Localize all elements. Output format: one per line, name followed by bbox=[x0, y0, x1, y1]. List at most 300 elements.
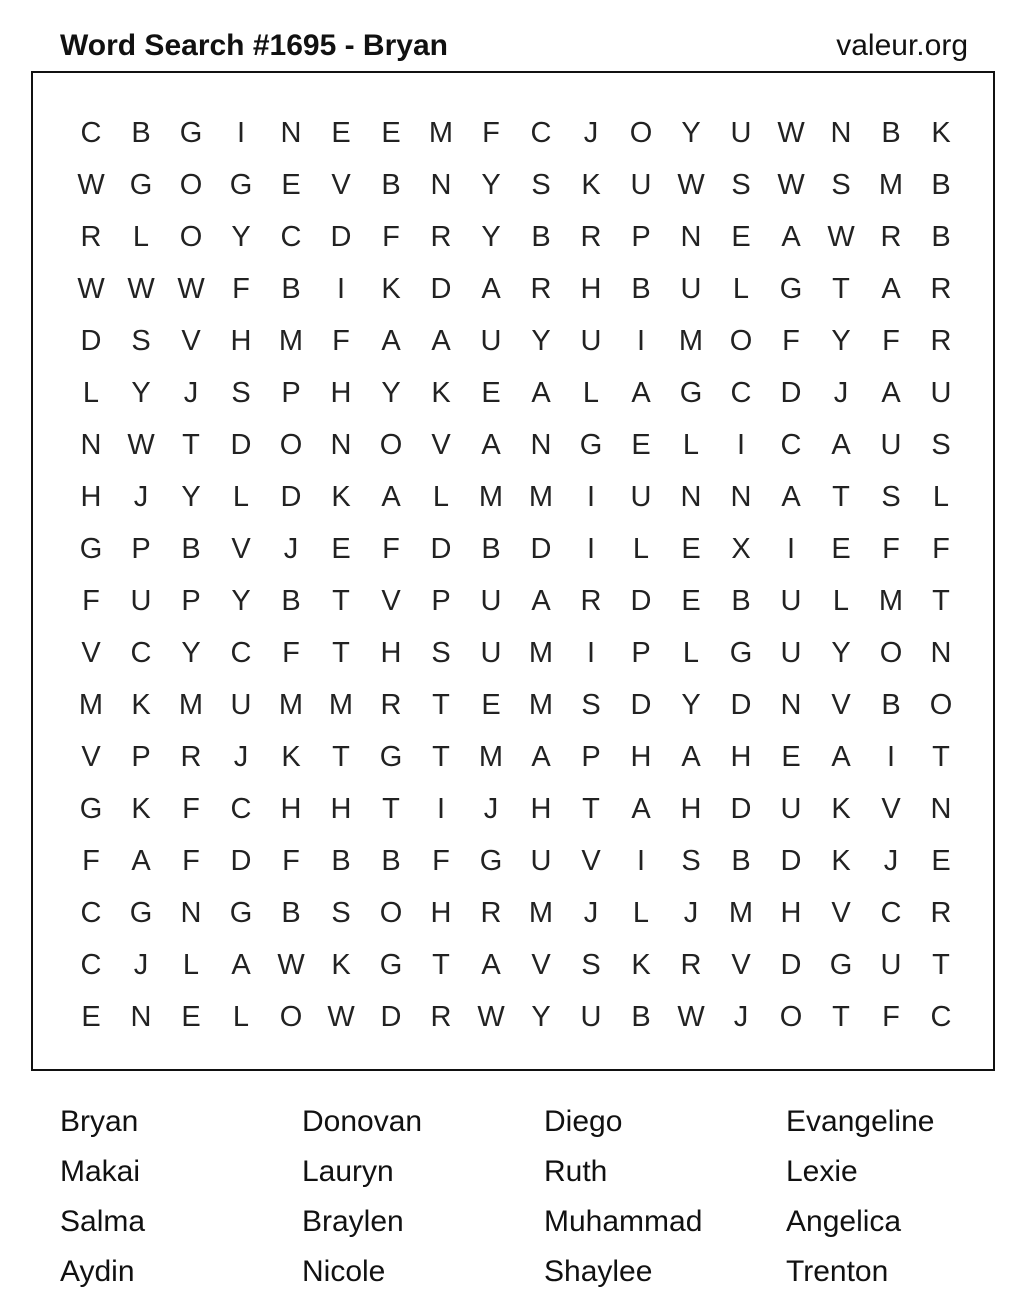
grid-cell: V bbox=[531, 948, 551, 981]
grid-cell: D bbox=[280, 480, 302, 513]
grid-cell: A bbox=[631, 792, 651, 825]
grid-cell: N bbox=[80, 428, 102, 461]
grid-cell: J bbox=[833, 376, 849, 409]
grid-cell: R bbox=[580, 220, 602, 253]
grid-cell: A bbox=[131, 844, 151, 877]
grid-cell: D bbox=[230, 428, 252, 461]
word-list-item: Muhammad bbox=[544, 1205, 703, 1238]
grid-cell: F bbox=[432, 844, 450, 877]
grid-cell: G bbox=[679, 376, 703, 409]
grid-cell: A bbox=[881, 376, 901, 409]
grid-cell: R bbox=[580, 584, 602, 617]
grid-cell: R bbox=[680, 948, 702, 981]
grid-cell: J bbox=[133, 480, 149, 513]
grid-cell: K bbox=[131, 688, 151, 721]
grid-cell: Y bbox=[481, 220, 501, 253]
grid-cell: C bbox=[130, 636, 152, 669]
grid-cell: N bbox=[930, 636, 952, 669]
grid-cell: T bbox=[832, 1000, 850, 1033]
grid-cell: A bbox=[531, 584, 551, 617]
grid-cell: B bbox=[881, 688, 901, 721]
grid-cell: O bbox=[379, 428, 403, 461]
grid-cell: Y bbox=[381, 376, 401, 409]
grid-cell: E bbox=[331, 116, 351, 149]
grid-cell: L bbox=[682, 428, 700, 461]
grid-cell: N bbox=[830, 116, 852, 149]
grid-cell: U bbox=[880, 428, 902, 461]
grid-cell: R bbox=[530, 272, 552, 305]
grid-cell: B bbox=[281, 896, 301, 929]
grid-cell: O bbox=[929, 688, 953, 721]
grid-cell: G bbox=[79, 792, 103, 825]
grid-cell: R bbox=[430, 1000, 452, 1033]
grid-cell: T bbox=[932, 740, 950, 773]
grid-cell: F bbox=[282, 636, 300, 669]
grid-cell: S bbox=[881, 480, 901, 513]
grid-cell: F bbox=[882, 532, 900, 565]
grid-cell: B bbox=[381, 168, 401, 201]
grid-cell: D bbox=[780, 948, 802, 981]
grid-cell: B bbox=[631, 1000, 651, 1033]
grid-cell: R bbox=[380, 688, 402, 721]
grid-cell: R bbox=[80, 220, 102, 253]
grid-cell: C bbox=[930, 1000, 952, 1033]
grid-cell: H bbox=[530, 792, 552, 825]
grid-cell: V bbox=[331, 168, 351, 201]
grid-cell: K bbox=[831, 792, 851, 825]
grid-cell: A bbox=[831, 740, 851, 773]
grid-cell: I bbox=[586, 480, 596, 513]
grid-cell: Y bbox=[181, 480, 201, 513]
grid-cell: W bbox=[677, 1000, 705, 1033]
word-list bbox=[60, 1097, 1028, 1297]
grid-cell: E bbox=[681, 584, 701, 617]
grid-cell: P bbox=[281, 376, 301, 409]
page-title: Word Search #1695 - Bryan bbox=[60, 29, 448, 62]
grid-cell: B bbox=[531, 220, 551, 253]
grid-cell: O bbox=[729, 324, 753, 357]
grid-cell: K bbox=[581, 168, 601, 201]
grid-cell: D bbox=[230, 844, 252, 877]
grid-cell: A bbox=[481, 272, 501, 305]
grid-cell: A bbox=[381, 324, 401, 357]
grid-cell: B bbox=[281, 272, 301, 305]
grid-cell: O bbox=[279, 428, 303, 461]
grid-cell: P bbox=[131, 532, 151, 565]
grid-cell: T bbox=[832, 480, 850, 513]
grid-cell: C bbox=[880, 896, 902, 929]
grid-cell: P bbox=[631, 220, 651, 253]
grid-cell: M bbox=[528, 896, 554, 929]
grid-cell: H bbox=[730, 740, 752, 773]
grid-cell: G bbox=[729, 636, 753, 669]
grid-cell: G bbox=[779, 272, 803, 305]
grid-cell: Y bbox=[231, 584, 251, 617]
grid-cell: W bbox=[777, 116, 805, 149]
grid-cell: W bbox=[677, 168, 705, 201]
grid-cell: O bbox=[279, 1000, 303, 1033]
grid-cell: U bbox=[480, 636, 502, 669]
grid-cell: V bbox=[731, 948, 751, 981]
grid-cell: O bbox=[179, 168, 203, 201]
grid-cell: U bbox=[780, 584, 802, 617]
grid-cell: W bbox=[77, 272, 105, 305]
grid-cell: F bbox=[382, 220, 400, 253]
grid-cell: D bbox=[730, 688, 752, 721]
grid-cell: B bbox=[281, 584, 301, 617]
grid-cell: R bbox=[430, 220, 452, 253]
word-list-item: Braylen bbox=[302, 1205, 404, 1238]
grid-cell: E bbox=[631, 428, 651, 461]
grid-cell: U bbox=[630, 168, 652, 201]
grid-cell: O bbox=[379, 896, 403, 929]
grid-cell: R bbox=[480, 896, 502, 929]
grid-cell: U bbox=[780, 636, 802, 669]
grid-cell: A bbox=[881, 272, 901, 305]
grid-cell: A bbox=[481, 948, 501, 981]
grid-cell: L bbox=[82, 376, 100, 409]
grid-cell: E bbox=[731, 220, 751, 253]
grid-cell: K bbox=[331, 480, 351, 513]
grid-cell: N bbox=[130, 1000, 152, 1033]
grid-cell: H bbox=[780, 896, 802, 929]
grid-cell: D bbox=[630, 688, 652, 721]
grid-cell: Y bbox=[231, 220, 251, 253]
grid-cell: W bbox=[477, 1000, 505, 1033]
grid-cell: R bbox=[930, 896, 952, 929]
grid-cell: T bbox=[332, 636, 350, 669]
grid-cell: H bbox=[430, 896, 452, 929]
grid-cell: L bbox=[682, 636, 700, 669]
grid-cell: A bbox=[431, 324, 451, 357]
grid-cell: T bbox=[332, 740, 350, 773]
grid-cell: A bbox=[231, 948, 251, 981]
grid-cell: T bbox=[832, 272, 850, 305]
word-list-item: Donovan bbox=[302, 1105, 423, 1138]
grid-cell: W bbox=[277, 948, 305, 981]
grid-cell: B bbox=[131, 116, 151, 149]
grid-cell: T bbox=[432, 948, 450, 981]
grid-cell: B bbox=[481, 532, 501, 565]
grid-cell: E bbox=[481, 688, 501, 721]
grid-cell: L bbox=[932, 480, 950, 513]
grid-cell: M bbox=[178, 688, 204, 721]
grid-cell: P bbox=[581, 740, 601, 773]
word-list-item: Shaylee bbox=[544, 1255, 653, 1288]
grid-cell: F bbox=[382, 532, 400, 565]
grid-cell: E bbox=[181, 1000, 201, 1033]
grid-cell: A bbox=[631, 376, 651, 409]
grid-cell: D bbox=[630, 584, 652, 617]
grid-cell: J bbox=[883, 844, 899, 877]
grid-cell: H bbox=[280, 792, 302, 825]
grid-cell: V bbox=[381, 584, 401, 617]
grid-cell: M bbox=[478, 480, 504, 513]
grid-cell: D bbox=[430, 532, 452, 565]
grid-cell: Y bbox=[531, 1000, 551, 1033]
grid-cell: F bbox=[332, 324, 350, 357]
grid-cell: L bbox=[632, 532, 650, 565]
grid-cell: U bbox=[480, 324, 502, 357]
grid-cell: M bbox=[78, 688, 104, 721]
grid-cell: D bbox=[780, 376, 802, 409]
grid-cell: M bbox=[278, 324, 304, 357]
grid-cell: S bbox=[131, 324, 151, 357]
grid-cell: E bbox=[781, 740, 801, 773]
grid-cell: T bbox=[432, 688, 450, 721]
grid-cell: A bbox=[381, 480, 401, 513]
grid-cell: U bbox=[730, 116, 752, 149]
grid-cell: G bbox=[479, 844, 503, 877]
grid-cell: K bbox=[381, 272, 401, 305]
grid-cell: N bbox=[780, 688, 802, 721]
grid-cell: V bbox=[831, 896, 851, 929]
grid-cell: E bbox=[381, 116, 401, 149]
grid-cell: T bbox=[332, 584, 350, 617]
grid-cell: X bbox=[731, 532, 751, 565]
grid-cell: V bbox=[231, 532, 251, 565]
grid-cell: A bbox=[781, 220, 801, 253]
grid-cell: N bbox=[330, 428, 352, 461]
grid-cell: U bbox=[480, 584, 502, 617]
word-list-item: Bryan bbox=[60, 1105, 139, 1138]
grid-cell: B bbox=[381, 844, 401, 877]
grid-cell: T bbox=[182, 428, 200, 461]
grid-cell: J bbox=[233, 740, 249, 773]
grid-cell: K bbox=[331, 948, 351, 981]
grid-cell: T bbox=[582, 792, 600, 825]
grid-cell: A bbox=[681, 740, 701, 773]
grid-cell: S bbox=[581, 948, 601, 981]
grid-cell: M bbox=[528, 480, 554, 513]
grid-cell: W bbox=[777, 168, 805, 201]
grid-cell: S bbox=[431, 636, 451, 669]
word-list-item: Lexie bbox=[786, 1155, 858, 1188]
grid-cell: S bbox=[331, 896, 351, 929]
grid-cell: J bbox=[683, 896, 699, 929]
grid-cell: M bbox=[478, 740, 504, 773]
grid-cell: I bbox=[736, 428, 746, 461]
grid-cell: Y bbox=[481, 168, 501, 201]
grid-cell: M bbox=[528, 688, 554, 721]
grid-cell: G bbox=[379, 948, 403, 981]
grid-cell: U bbox=[580, 324, 602, 357]
grid-cell: Y bbox=[181, 636, 201, 669]
grid-cell: N bbox=[680, 220, 702, 253]
grid-cell: Y bbox=[681, 688, 701, 721]
grid-cell: O bbox=[629, 116, 653, 149]
grid-cell: S bbox=[581, 688, 601, 721]
grid-cell: C bbox=[230, 636, 252, 669]
puzzle-box bbox=[31, 71, 995, 1071]
grid-cell: W bbox=[127, 272, 155, 305]
grid-cell: O bbox=[179, 220, 203, 253]
grid-cell: H bbox=[630, 740, 652, 773]
grid-cell: G bbox=[579, 428, 603, 461]
grid-cell: C bbox=[80, 948, 102, 981]
grid-cell: C bbox=[230, 792, 252, 825]
grid-cell: G bbox=[829, 948, 853, 981]
grid-cell: I bbox=[886, 740, 896, 773]
grid-cell: R bbox=[930, 324, 952, 357]
grid-cell: E bbox=[831, 532, 851, 565]
grid-cell: N bbox=[530, 428, 552, 461]
grid-cell: W bbox=[127, 428, 155, 461]
grid-cell: U bbox=[580, 1000, 602, 1033]
grid-cell: U bbox=[880, 948, 902, 981]
grid-cell: W bbox=[327, 1000, 355, 1033]
word-list-item: Angelica bbox=[786, 1205, 902, 1238]
grid-cell: P bbox=[631, 636, 651, 669]
grid-cell: B bbox=[931, 220, 951, 253]
grid-cell: D bbox=[430, 272, 452, 305]
grid-cell: V bbox=[81, 740, 101, 773]
grid-cell: F bbox=[282, 844, 300, 877]
grid-cell: O bbox=[779, 1000, 803, 1033]
grid-cell: F bbox=[182, 844, 200, 877]
grid-cell: C bbox=[280, 220, 302, 253]
grid-cell: W bbox=[827, 220, 855, 253]
word-list-item: Aydin bbox=[60, 1255, 135, 1288]
grid-cell: F bbox=[782, 324, 800, 357]
grid-cell: O bbox=[879, 636, 903, 669]
grid-cell: N bbox=[180, 896, 202, 929]
grid-cell: G bbox=[229, 168, 253, 201]
grid-cell: I bbox=[586, 636, 596, 669]
grid-cell: T bbox=[932, 948, 950, 981]
grid-cell: C bbox=[780, 428, 802, 461]
grid-cell: J bbox=[183, 376, 199, 409]
grid-cell: R bbox=[880, 220, 902, 253]
grid-cell: M bbox=[428, 116, 454, 149]
word-list-item: Lauryn bbox=[302, 1155, 394, 1188]
grid-cell: K bbox=[281, 740, 301, 773]
grid-cell: Y bbox=[531, 324, 551, 357]
grid-cell: D bbox=[80, 324, 102, 357]
word-list-item: Trenton bbox=[786, 1255, 889, 1288]
word-list-item: Evangeline bbox=[786, 1105, 935, 1138]
grid-cell: V bbox=[831, 688, 851, 721]
grid-cell: I bbox=[436, 792, 446, 825]
grid-cell: A bbox=[531, 740, 551, 773]
grid-cell: J bbox=[483, 792, 499, 825]
grid-cell: L bbox=[432, 480, 450, 513]
grid-cell: N bbox=[680, 480, 702, 513]
grid-cell: N bbox=[430, 168, 452, 201]
grid-cell: G bbox=[179, 116, 203, 149]
grid-cell: M bbox=[878, 168, 904, 201]
grid-cell: F bbox=[82, 584, 100, 617]
site-name: valeur.org bbox=[836, 29, 968, 62]
word-list-item: Makai bbox=[60, 1155, 141, 1188]
grid-cell: C bbox=[530, 116, 552, 149]
grid-cell: B bbox=[931, 168, 951, 201]
grid-cell: E bbox=[931, 844, 951, 877]
grid-cell: D bbox=[530, 532, 552, 565]
grid-cell: G bbox=[229, 896, 253, 929]
grid-cell: V bbox=[881, 792, 901, 825]
grid-cell: H bbox=[230, 324, 252, 357]
grid-cell: E bbox=[481, 376, 501, 409]
grid-cell: N bbox=[930, 792, 952, 825]
word-list-item: Diego bbox=[544, 1105, 623, 1138]
grid-cell: I bbox=[636, 324, 646, 357]
word-list-item: Ruth bbox=[544, 1155, 608, 1188]
grid-cell: L bbox=[582, 376, 600, 409]
grid-cell: S bbox=[831, 168, 851, 201]
grid-cell: U bbox=[630, 480, 652, 513]
grid-cell: L bbox=[632, 896, 650, 929]
grid-cell: F bbox=[882, 1000, 900, 1033]
grid-cell: G bbox=[79, 532, 103, 565]
grid-cell: L bbox=[132, 220, 150, 253]
grid-cell: A bbox=[481, 428, 501, 461]
grid-cell: E bbox=[281, 168, 301, 201]
grid-cell: B bbox=[181, 532, 201, 565]
grid-cell: W bbox=[177, 272, 205, 305]
grid-cell: R bbox=[180, 740, 202, 773]
grid-cell: M bbox=[878, 584, 904, 617]
grid-cell: H bbox=[680, 792, 702, 825]
grid-cell: T bbox=[932, 584, 950, 617]
grid-cell: K bbox=[631, 948, 651, 981]
grid-cell: L bbox=[182, 948, 200, 981]
grid-cell: C bbox=[730, 376, 752, 409]
grid-cell: U bbox=[680, 272, 702, 305]
grid-cell: U bbox=[930, 376, 952, 409]
grid-cell: D bbox=[730, 792, 752, 825]
grid-cell: M bbox=[528, 636, 554, 669]
grid-cell: K bbox=[131, 792, 151, 825]
grid-cell: P bbox=[431, 584, 451, 617]
grid-cell: S bbox=[231, 376, 251, 409]
grid-cell: H bbox=[330, 792, 352, 825]
grid-cell: W bbox=[77, 168, 105, 201]
grid-cell: D bbox=[780, 844, 802, 877]
grid-cell: U bbox=[780, 792, 802, 825]
grid-cell: F bbox=[482, 116, 500, 149]
grid-cell: I bbox=[636, 844, 646, 877]
grid-cell: P bbox=[181, 584, 201, 617]
grid-cell: D bbox=[380, 1000, 402, 1033]
grid-cell: E bbox=[331, 532, 351, 565]
grid-cell: B bbox=[881, 116, 901, 149]
grid-cell: Y bbox=[831, 324, 851, 357]
grid-cell: P bbox=[131, 740, 151, 773]
grid-cell: K bbox=[931, 116, 951, 149]
grid-cell: M bbox=[328, 688, 354, 721]
grid-cell: K bbox=[831, 844, 851, 877]
grid-cell: H bbox=[330, 376, 352, 409]
grid-cell: J bbox=[583, 116, 599, 149]
word-list-item: Nicole bbox=[302, 1255, 386, 1288]
grid-cell: G bbox=[129, 896, 153, 929]
grid-cell: A bbox=[531, 376, 551, 409]
grid-cell: V bbox=[81, 636, 101, 669]
grid-cell: B bbox=[331, 844, 351, 877]
grid-cell: J bbox=[583, 896, 599, 929]
grid-cell: F bbox=[232, 272, 250, 305]
grid-cell: V bbox=[181, 324, 201, 357]
grid-cell: F bbox=[882, 324, 900, 357]
grid-cell: V bbox=[581, 844, 601, 877]
grid-cell: S bbox=[681, 844, 701, 877]
grid-cell: L bbox=[732, 272, 750, 305]
letter-grid bbox=[66, 107, 966, 1043]
grid-cell: K bbox=[431, 376, 451, 409]
grid-cell: B bbox=[731, 584, 751, 617]
grid-cell: M bbox=[678, 324, 704, 357]
